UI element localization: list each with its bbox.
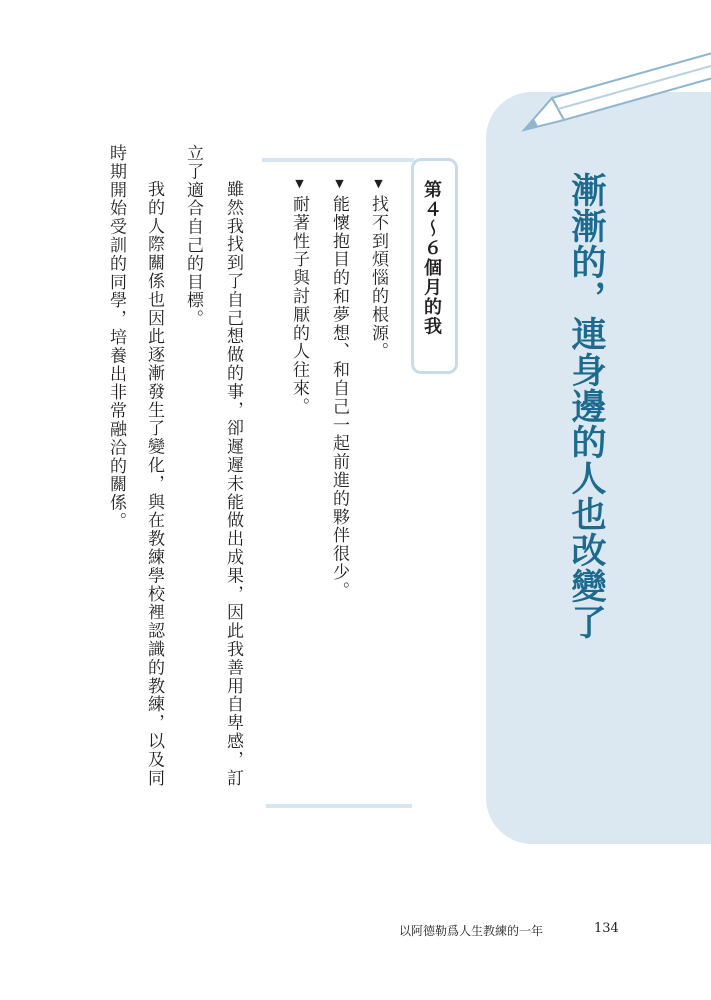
body-paragraph-line: 我的人際關係也因此逐漸發生了變化，與在教練學校裡認識的教練，以及同 <box>144 180 164 788</box>
page-number: 134 <box>594 921 619 936</box>
summary-item <box>367 177 389 361</box>
bottom-divider <box>266 804 412 808</box>
top-divider <box>262 158 414 162</box>
summary-item <box>328 177 350 600</box>
summary-heading: 第４～６個月的我 <box>421 180 442 336</box>
chapter-title: 漸漸的，連身邊的人也改變了 <box>566 172 607 640</box>
summary-item-text: 耐著性子與討厭的人往來。 <box>289 195 309 416</box>
footer-book-title: 以阿德勒爲人生教練的一年 <box>399 924 544 938</box>
pencil-icon <box>520 52 711 142</box>
triangle-bullet-icon: ▼ <box>333 177 346 190</box>
triangle-bullet-icon: ▼ <box>293 177 306 190</box>
triangle-bullet-icon: ▼ <box>372 177 385 190</box>
body-paragraph-line: 雖然我找到了自己想做的事，卻遲遲未能做出成果，因此我善用自卑感，訂 <box>223 180 243 788</box>
summary-item-text: 找不到煩惱的根源。 <box>368 195 388 361</box>
body-paragraph-line: 立了適合自己的目標。 <box>183 144 203 328</box>
summary-item-text: 能懷抱目的和夢想、和自己一起前進的夥伴很少。 <box>329 195 349 600</box>
summary-item <box>288 177 310 416</box>
body-paragraph-line: 時期開始受訓的同學，培養出非常融洽的關係。 <box>106 144 126 531</box>
